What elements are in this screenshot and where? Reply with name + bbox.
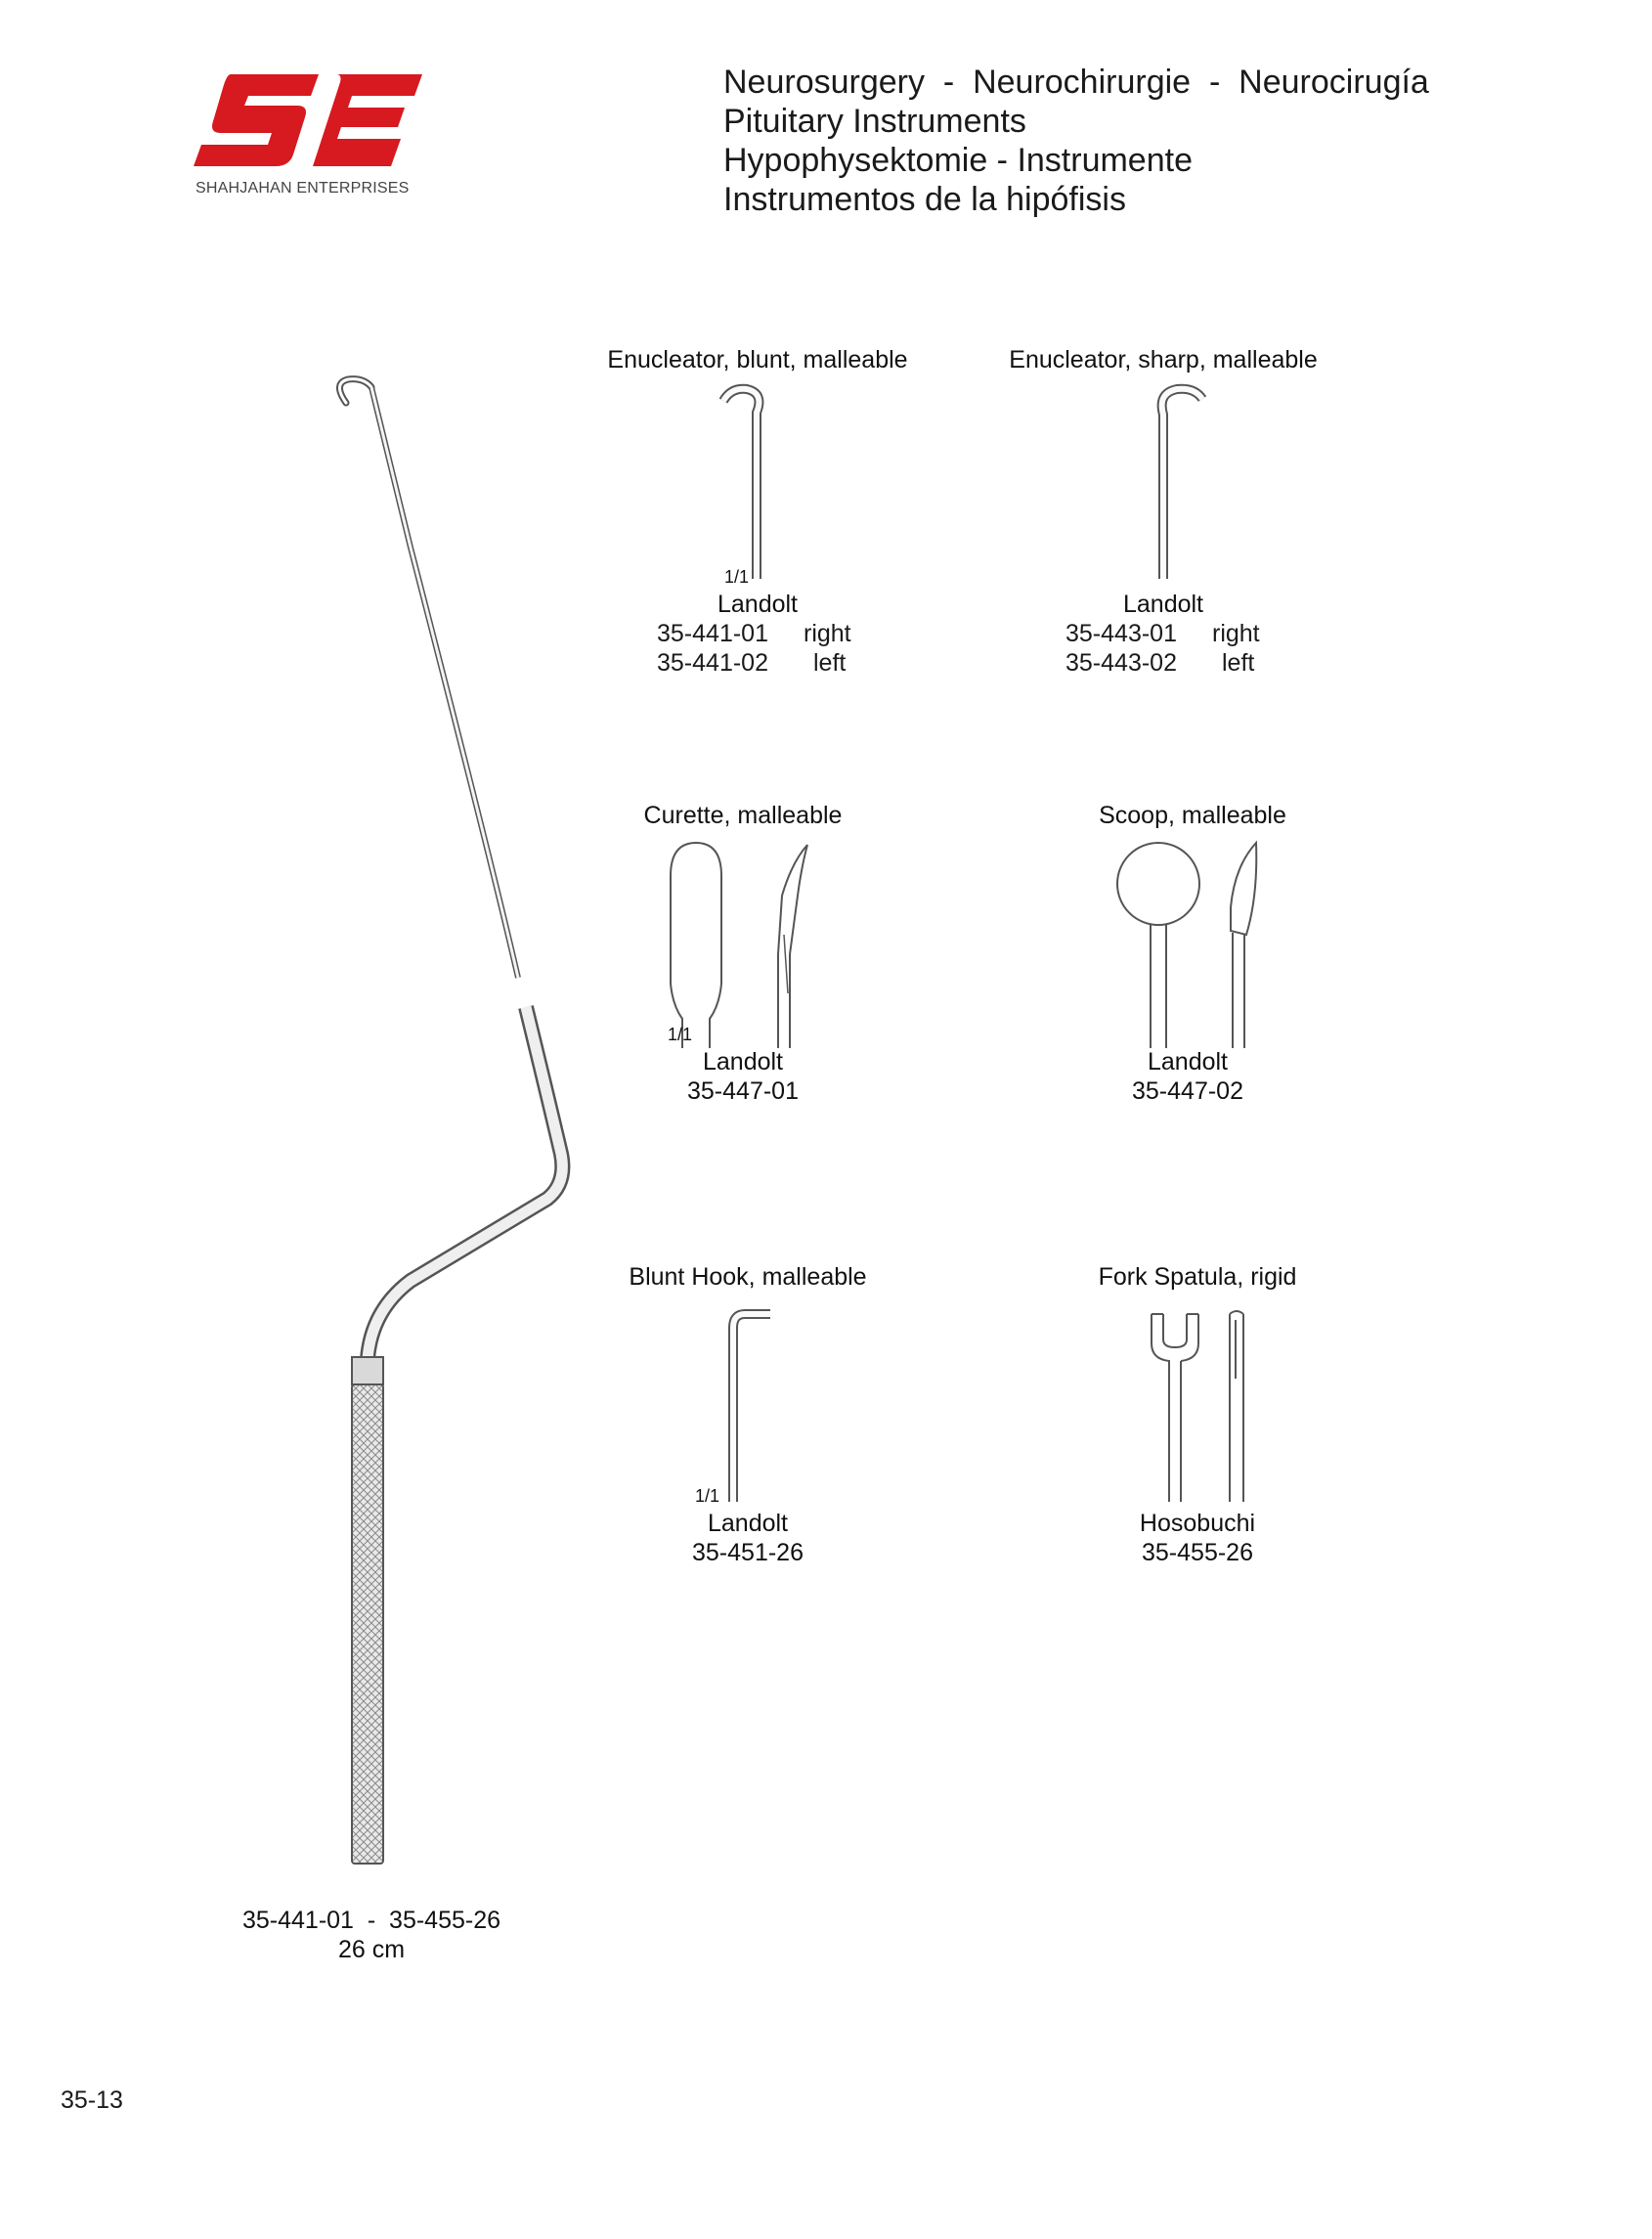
enucleator-sharp-code-row	[1065, 649, 1254, 678]
enucleator-blunt-code-row	[657, 620, 851, 648]
enucleator-blunt-title: Enucleator, blunt, malleable	[607, 346, 908, 373]
enucleator-blunt-code-row	[657, 649, 846, 678]
blunt-hook-illustration	[696, 1300, 813, 1506]
blunt-hook-scale: 1/1	[695, 1486, 720, 1506]
enucleator-sharp-code-row	[1065, 620, 1260, 648]
side: right	[1212, 620, 1260, 647]
curette-scale: 1/1	[668, 1025, 693, 1044]
code: 35-441-02	[657, 649, 768, 677]
fork-spatula-code: 35-455-26	[1142, 1539, 1253, 1566]
header-line-2: Pituitary Instruments	[723, 103, 1026, 140]
header-line-4: Instrumentos de la hipófisis	[723, 181, 1126, 218]
scoop-illustration	[1109, 837, 1325, 1052]
fork-spatula-author: Hosobuchi	[1139, 1510, 1256, 1537]
code: 35-443-01	[1065, 620, 1177, 647]
page-header	[723, 63, 1429, 219]
enucleator-sharp-title: Enucleator, sharp, malleable	[1009, 346, 1318, 373]
scoop-code: 35-447-02	[1132, 1077, 1243, 1105]
code: 35-443-02	[1065, 649, 1177, 677]
curette-code: 35-447-01	[687, 1077, 799, 1105]
curette-author: Landolt	[702, 1048, 784, 1076]
logo-mark	[192, 70, 426, 178]
enucleator-sharp-illustration	[1114, 383, 1232, 579]
fork-spatula-title: Fork Spatula, rigid	[1098, 1263, 1297, 1291]
code: 35-441-01	[657, 620, 768, 647]
curette-illustration	[655, 837, 870, 1052]
main-instrument-code-range: 35-441-01 - 35-455-26	[241, 1907, 501, 1934]
main-instrument-length: 26 cm	[337, 1936, 406, 1963]
enucleator-blunt-author: Landolt	[717, 591, 799, 618]
curette-title: Curette, malleable	[643, 802, 843, 829]
enucleator-blunt-illustration	[694, 383, 811, 579]
page-number: 35-13	[61, 2086, 123, 2114]
enucleator-blunt-scale: 1/1	[724, 567, 750, 587]
company-name: SHAHJAHAN ENTERPRISES	[196, 180, 410, 197]
side: left	[1222, 649, 1255, 677]
side: left	[813, 649, 847, 677]
side: right	[804, 620, 851, 647]
enucleator-sharp-author: Landolt	[1122, 591, 1204, 618]
blunt-hook-title: Blunt Hook, malleable	[629, 1263, 867, 1291]
scoop-title: Scoop, malleable	[1099, 802, 1286, 829]
company-logo	[192, 70, 426, 198]
blunt-hook-author: Landolt	[707, 1510, 789, 1537]
blunt-hook-code: 35-451-26	[692, 1539, 804, 1566]
header-line-1: Neurosurgery - Neurochirurgie - Neurocirugía	[723, 64, 1429, 101]
header-line-3: Hypophysektomie - Instrumente	[723, 142, 1193, 179]
fork-spatula-illustration	[1134, 1300, 1329, 1506]
scoop-author: Landolt	[1147, 1048, 1229, 1076]
